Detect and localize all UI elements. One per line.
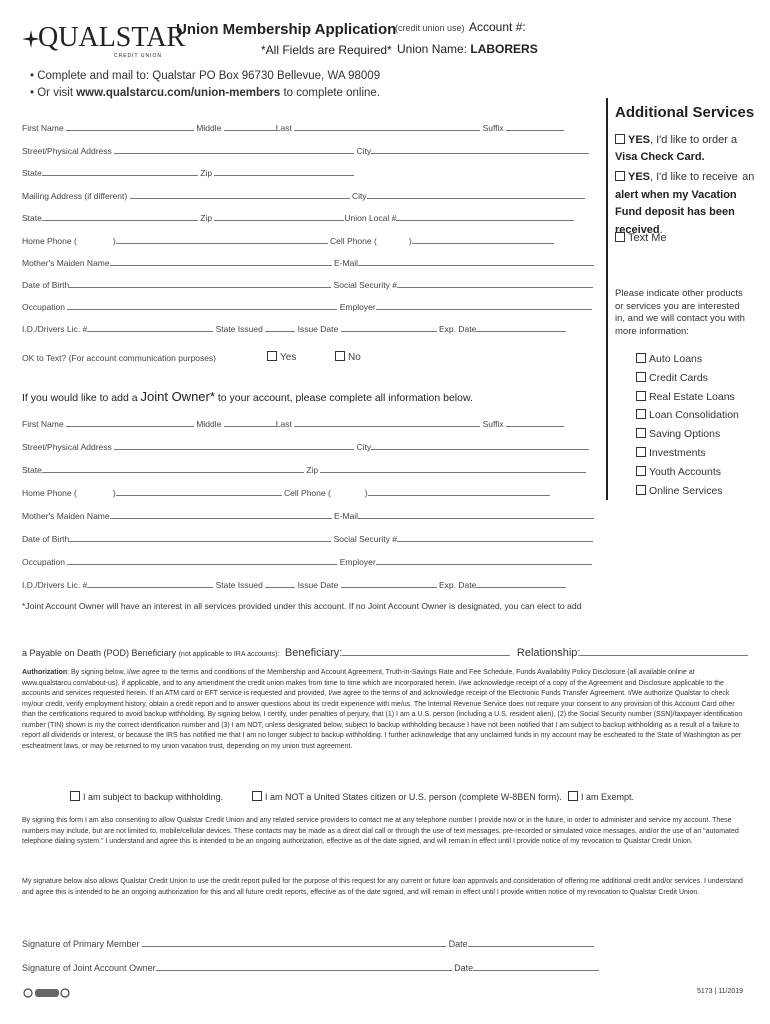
footer-logos (22, 986, 72, 998)
joint-owner-heading: If you would like to add a Joint Owner* to your account, please complete all information below. (22, 389, 473, 404)
service-label: Investments (649, 446, 706, 459)
ok-to-text-yes[interactable]: Yes (267, 351, 296, 363)
service-label: Real Estate Loans (649, 390, 735, 403)
checkbox-icon[interactable] (636, 428, 646, 438)
form-title: Union Membership Application (176, 21, 397, 38)
services-list (636, 353, 756, 503)
pod-beneficiary-field[interactable]: a Payable on Death (POD) Beneficiary (not applicable to IRA accounts): Beneficiary: Relationship: (22, 646, 748, 659)
additional-services-panel (606, 98, 754, 500)
checkbox-icon[interactable] (615, 134, 625, 144)
joint-maiden-email-field[interactable]: Mother's Maiden Name E-Mail (22, 509, 594, 521)
telephone-consent-text: By signing this form I am also consenting to allow Qualstar Credit Union and any related service providers to contact me at any telephone number I provide now or in the future, in order to administer and service my account. These numbers may include, but are not limited to, mobile/cellular devices. These contacts may be made as a direct dial call or through the use of text messages, pre-recorded or simulated voice messages, and/or the use of an "automated telephone dialing system." I understand and agree this is intended to be an ongoing authorization, effective as of the date signed, and will remain in effect until I provide notice of my revocation to Qualstar Credit Union. (22, 817, 739, 845)
mailing-address-field[interactable]: Mailing Address (if different) City (22, 189, 585, 201)
website-link[interactable]: www.qualstarcu.com/union-members (76, 87, 281, 99)
dob-ssn-field[interactable]: Date of Birth Social Security # (22, 278, 593, 290)
checkbox-icon[interactable] (615, 232, 625, 242)
maiden-email-field[interactable]: Mother's Maiden Name E-Mail (22, 256, 594, 268)
joint-phone-fields[interactable]: Home Phone ( ) Cell Phone ( ) (22, 486, 550, 498)
service-label: Loan Consolidation (649, 409, 739, 422)
service-option[interactable] (636, 447, 756, 466)
first-name-field[interactable]: First Name Middle Last Suffix (22, 121, 564, 133)
joint-owner-note: *Joint Account Owner will have an interest in all services provided under this account. If no Joint Account Owner is designated, you can elect to add (22, 601, 582, 611)
phone-fields[interactable]: Home Phone ( ) Cell Phone ( ) (22, 234, 554, 246)
checkbox-icon[interactable] (636, 391, 646, 401)
service-label: Online Services (649, 484, 723, 497)
joint-id-field[interactable]: I.D./Drivers Lic. # State Issued Issue Date Exp. Date (22, 578, 566, 590)
service-option[interactable] (636, 372, 756, 391)
visa-card-option[interactable]: YES, I'd like to order a Visa Check Card. (615, 134, 738, 163)
checkbox-icon[interactable] (70, 791, 80, 801)
joint-occupation-employer-field[interactable]: Occupation Employer (22, 555, 592, 567)
service-label: Youth Accounts (649, 465, 722, 478)
service-label: Credit Cards (649, 371, 708, 384)
service-label: Saving Options (649, 428, 721, 441)
backup-withholding-option[interactable]: I am subject to backup withholding. (70, 791, 223, 802)
checkbox-icon[interactable] (636, 466, 646, 476)
checkbox-icon[interactable] (335, 351, 345, 361)
credit-report-consent-text: My signature below also allows Qualstar Credit Union to use the credit report pulled for the purpose of this request for any current or future loan approvals and consideration of offering me additional credit and/or services. I understand and agree this is intended to be an ongoing authorization for this and all future credit reports, effective as of the date signed, and will remain in effect until I provide written notice of my revocation to Qualstar Credit Union. (22, 878, 743, 896)
not-us-person-option[interactable]: I am NOT a United States citizen or U.S. person (complete W-8BEN form). (252, 791, 562, 802)
service-option[interactable] (636, 409, 756, 428)
text-me-option[interactable]: Text Me (615, 232, 667, 244)
ok-to-text-no[interactable]: No (335, 351, 361, 363)
logo-text: QUALSTAR (38, 22, 186, 53)
service-label: Auto Loans (649, 353, 703, 365)
street-field[interactable]: Street/Physical Address City (22, 144, 589, 156)
joint-signature-field[interactable]: Signature of Joint Account Owner Date (22, 961, 599, 973)
service-option[interactable] (636, 466, 756, 485)
authorization-text: Authorization: By signing below, I/we agree to the terms and conditions of the Membership and Account Agreement, Truth-in-Savings Rate and Fee Schedule, Funds Availability Policy Disclosure (all available online at www.qualstarcu.com/about-us), if applicable, and to any amendment the credit union makes from time to time which are incorporated herein. I/we acknowledge receipt of a copy of the Agreement and Disclosure applicable to the accounts and services requested herein. If an ATM card or EFT service is requested and provided, I/we agree to the terms of and acknowledge receipt of the Electronic Funds Transfer Agreement. I/We authorize Qualstar to check my/our credit, verify employment history, obtain a credit report and to answer questions about its credit experience with me/us. The Internal Revenue Service does not require your consent to any provision of this Account Card other than the certifications required to avoid backup withholding. By signing below, I certify, under penalties of perjury, that (1) I am a U.S. person (including a U.S. resident alien), (2) the Social Security number (SSN)/taxpayer identification number (TIN) shown is my the correct identification number and (3) I am NOT, unless designated below, subject to backup withholding because I have not been notified that I am subject to backup withholding as a result of a failure to report all dividends or interest, or because the IRS has notified me that I am no longer subject to backup withholding. I further acknowledge that any unclaimed funds in my account may be escheated to the State of Washington as per escheatment laws, or may be returned to my union vacation trust, depending on my union trust agreement. (22, 669, 743, 750)
checkbox-icon[interactable] (252, 791, 262, 801)
state-zip-union-local-field[interactable]: State Zip Union Local # (22, 211, 574, 223)
id-field[interactable]: I.D./Drivers Lic. # State Issued Issue Date Exp. Date (22, 322, 566, 334)
checkbox-icon[interactable] (568, 791, 578, 801)
intro-line-online: • Or visit www.qualstarcu.com/union-members to complete online. (30, 87, 381, 99)
account-field: (credit union use) Account #: (395, 20, 526, 34)
intro-line-mail: • Complete and mail to: Qualstar PO Box 96730 Bellevue, WA 98009 (30, 70, 381, 82)
checkbox-icon[interactable] (636, 353, 646, 363)
form-code: 5173 | 11/2019 (697, 988, 744, 995)
equal-housing-icon (22, 987, 72, 999)
vacation-alert-option[interactable]: YES, I'd like to receive an alert when my Vacation Fund deposit has been received. (615, 171, 755, 236)
state-zip-field[interactable]: State Zip (22, 166, 354, 178)
additional-services-title: Additional Services (615, 104, 755, 121)
checkbox-icon[interactable] (267, 351, 277, 361)
required-note: *All Fields are Required* (261, 43, 392, 57)
occupation-employer-field[interactable]: Occupation Employer (22, 300, 592, 312)
logo (22, 20, 186, 62)
ok-to-text-label: OK to Text? (For account communication purposes) (22, 353, 217, 363)
service-option[interactable] (636, 353, 756, 372)
checkbox-icon[interactable] (636, 372, 646, 382)
service-option[interactable] (636, 485, 756, 504)
joint-first-name-field[interactable]: First Name Middle Last Suffix (22, 417, 564, 429)
checkbox-icon[interactable] (636, 447, 646, 457)
service-option[interactable] (636, 391, 756, 410)
service-option[interactable] (636, 428, 756, 447)
logo-subtext: CREDIT UNION (114, 53, 163, 59)
primary-signature-field[interactable]: Signature of Primary Member Date (22, 937, 594, 949)
union-name-field: Union Name: LABORERS (397, 42, 538, 56)
checkbox-icon[interactable] (636, 485, 646, 495)
joint-dob-ssn-field[interactable]: Date of Birth Social Security # (22, 532, 593, 544)
joint-state-zip-field[interactable]: State Zip (22, 463, 586, 475)
exempt-option[interactable]: I am Exempt. (568, 791, 634, 802)
checkbox-icon[interactable] (615, 171, 625, 181)
joint-street-field[interactable]: Street/Physical Address City (22, 440, 589, 452)
other-products-info: Please indicate other products or services you are interested in, and we will contact you with more information: (615, 288, 745, 337)
checkbox-icon[interactable] (636, 409, 646, 419)
